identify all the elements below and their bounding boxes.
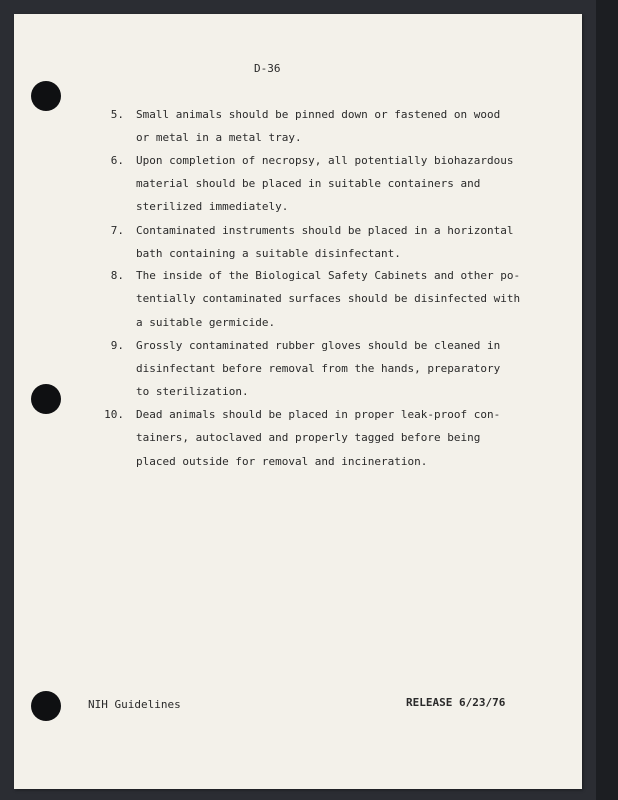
item-line: The inside of the Biological Safety Cabinets and other po- [136, 269, 521, 282]
item-line: disinfectant before removal from the hands, preparatory [136, 362, 501, 375]
item-line: bath containing a suitable disinfectant. [136, 247, 401, 260]
footer-title: NIH Guidelines [88, 698, 181, 711]
item-line: Grossly contaminated rubber gloves should be cleaned in [136, 339, 501, 352]
item-number: 5. [110, 108, 124, 121]
item-line: a suitable germicide. [136, 316, 276, 329]
page-number: D-36 [254, 62, 281, 75]
item-number: 8. [110, 269, 124, 282]
punch-hole-top [31, 81, 61, 111]
item-line: tentially contaminated surfaces should be disinfected with [136, 292, 521, 305]
item-line: to sterilization. [136, 385, 249, 398]
item-number: 9. [110, 339, 124, 352]
item-line: Dead animals should be placed in proper leak-proof con- [136, 408, 501, 421]
item-number: 7. [110, 224, 124, 237]
footer-release: RELEASE 6/23/76 [406, 696, 506, 709]
item-line: tainers, autoclaved and properly tagged before being [136, 431, 481, 444]
item-line: placed outside for removal and incineration. [136, 455, 428, 468]
scanner-edge [596, 0, 618, 800]
item-line: Upon completion of necropsy, all potentially biohazardous [136, 154, 514, 167]
item-line: material should be placed in suitable containers and [136, 177, 481, 190]
punch-hole-middle [31, 384, 61, 414]
item-line: Small animals should be pinned down or fastened on wood [136, 108, 501, 121]
punch-hole-bottom [31, 691, 61, 721]
item-line: sterilized immediately. [136, 200, 289, 213]
item-line: or metal in a metal tray. [136, 131, 302, 144]
item-number: 10. [104, 408, 124, 421]
item-line: Contaminated instruments should be placed in a horizontal [136, 224, 514, 237]
item-number: 6. [110, 154, 124, 167]
